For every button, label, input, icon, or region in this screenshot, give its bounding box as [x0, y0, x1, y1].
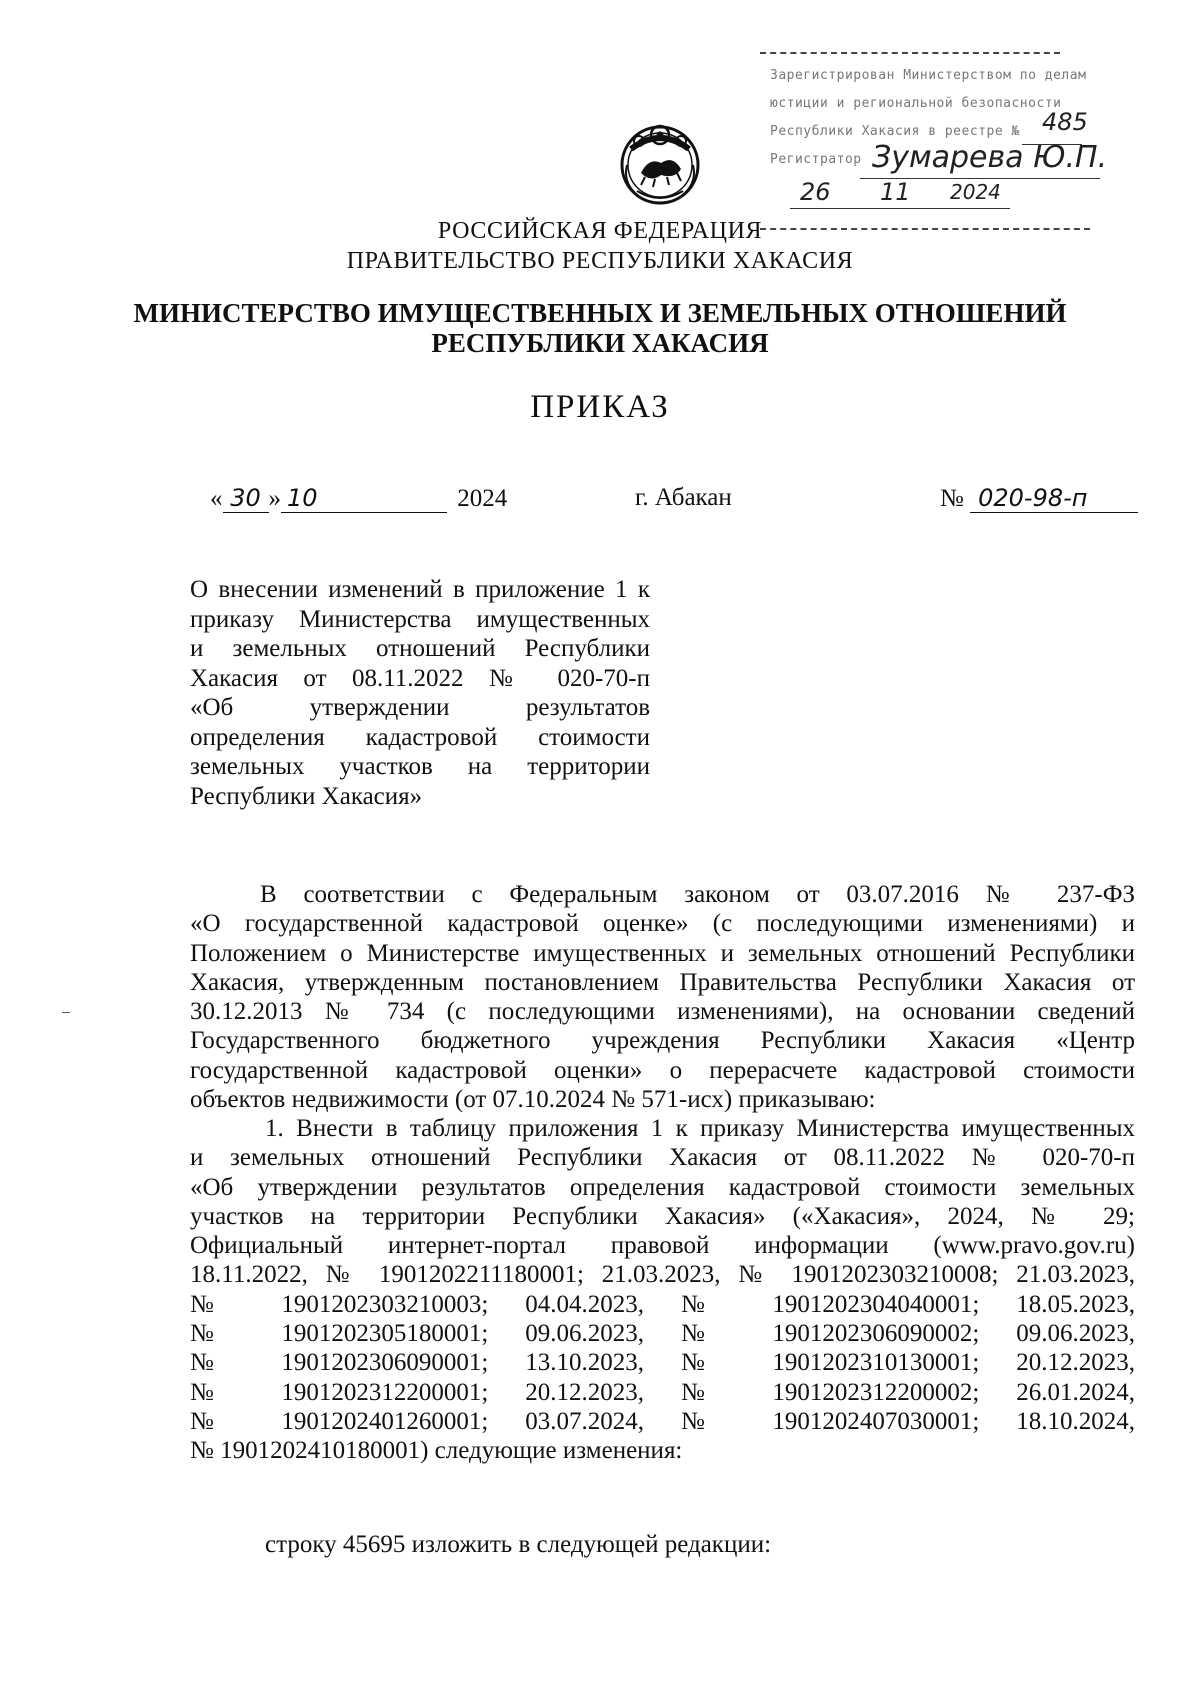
order-number-value: 020-98-п — [970, 484, 1138, 513]
stamp-line-3: Республики Хакасия в реестре № — [770, 124, 1020, 139]
paragraph-line: Положением о Министерстве имущественных и земельных отношений Республики — [190, 939, 1135, 967]
margin-mark — [62, 1012, 70, 1013]
item-1-paragraph — [190, 1114, 1135, 1466]
paragraph-line: № 1901202303210003; 04.04.2023, № 1901202304040001; 18.05.2023, — [190, 1290, 1135, 1318]
order-number-label: № — [940, 485, 964, 512]
stamp-line-4: Регистратор — [770, 152, 862, 167]
subject-line: Хакасия от 08.11.2022 № 020-70-п — [190, 664, 650, 692]
date-day: 30 — [223, 484, 269, 513]
paragraph-line: 18.11.2022, № 1901202211180001; 21.03.2023, № 1901202303210008; 21.03.2023, — [190, 1261, 1135, 1289]
paragraph-line: № 1901202312200001; 20.12.2023, № 1901202312200002; 26.01.2024, — [190, 1378, 1135, 1406]
stamp-line-1: Зарегистрирован Министерством по делам — [770, 68, 1087, 83]
paragraph-line: № 1901202401260001; 03.07.2024, № 1901202407030001; 18.10.2024, — [190, 1407, 1135, 1435]
paragraph-line: 30.12.2013 № 734 (с последующими изменениями), на основании сведений — [190, 998, 1135, 1026]
paragraph-line: и земельных отношений Республики Хакасия от 08.11.2022 № 020-70-п — [190, 1144, 1135, 1172]
date-open-quote: « — [210, 485, 223, 512]
stamp-line-2: юстиции и региональной безопасности — [770, 96, 1062, 111]
header-country: РОССИЙСКАЯ ФЕДЕРАЦИЯ — [437, 218, 763, 244]
stamp-date-day: 26 — [800, 178, 831, 206]
registration-stamp — [760, 48, 1108, 233]
paragraph-line: «Об утверждении результатов определения кадастровой стоимости земельных — [190, 1173, 1135, 1201]
subject-line: приказу Министерства имущественных — [190, 605, 650, 633]
preamble-paragraph — [190, 880, 1135, 1114]
stamp-reg-number: 485 — [1042, 108, 1088, 136]
subject-line: земельных участков на территории — [190, 753, 650, 780]
stamp-registrar-signature: Зумарева Ю.П. — [872, 140, 1108, 175]
subject-line: О внесении изменений в приложение 1 к — [190, 576, 650, 603]
change-instruction: строку 45695 изложить в следующей редакции: — [265, 1531, 772, 1558]
stamp-date-month: 11 — [880, 178, 911, 206]
paragraph-line: «О государственной кадастровой оценке» (с последующими изменениями) и — [190, 910, 1135, 938]
paragraph-line: № 1901202306090001; 13.10.2023, № 1901202310130001; 20.12.2023, — [190, 1349, 1135, 1377]
paragraph-line: Официальный интернет-портал правовой информации (www.pravo.gov.ru) — [190, 1232, 1135, 1260]
header-ministry-line-1: МИНИСТЕРСТВО ИМУЩЕСТВЕННЫХ И ЗЕМЕЛЬНЫХ ОТНОШЕНИЙ — [133, 298, 1067, 328]
date-year: 2024 — [457, 485, 508, 512]
order-number — [940, 484, 1138, 513]
order-city: г. Абакан — [635, 484, 732, 511]
subject-line: и земельных отношений Республики — [190, 635, 650, 662]
paragraph-line: 1. Внести в таблицу приложения 1 к приказу Министерства имущественных — [265, 1115, 1135, 1142]
date-month: 10 — [281, 484, 447, 513]
order-subject — [190, 575, 650, 811]
paragraph-line: Государственного бюджетного учреждения Республики Хакасия «Центр — [190, 1027, 1135, 1055]
paragraph-line: В соответствии с Федеральным законом от 03.07.2016 № 237-ФЗ — [260, 881, 1135, 908]
document-type: ПРИКАЗ — [530, 389, 670, 425]
paragraph-line: участков на территории Республики Хакасия» («Хакасия», 2024, № 29; — [190, 1202, 1135, 1230]
coat-of-arms-icon — [617, 113, 703, 213]
header-ministry-line-2: РЕСПУБЛИКИ ХАКАСИЯ — [431, 328, 769, 358]
order-date — [210, 484, 507, 513]
paragraph-line: № 1901202305180001; 09.06.2023, № 1901202306090002; 09.06.2023, — [190, 1320, 1135, 1348]
subject-line: Республики Хакасия» — [190, 782, 423, 810]
stamp-date-year: 2024 — [950, 180, 1001, 204]
paragraph-line: объектов недвижимости (от 07.10.2024 № 571-исх) приказываю: — [190, 1086, 876, 1114]
subject-line: «Об утверждении результатов — [190, 694, 650, 721]
paragraph-line: Хакасия, утвержденным постановлением Правительства Республики Хакасия от — [190, 968, 1135, 996]
paragraph-line: № 1901202410180001) следующие изменения: — [190, 1437, 683, 1465]
date-close-quote: » — [268, 485, 281, 512]
header-government: ПРАВИТЕЛЬСТВО РЕСПУБЛИКИ ХАКАСИЯ — [346, 248, 854, 274]
paragraph-line: государственной кадастровой оценки» о перерасчете кадастровой стоимости — [190, 1056, 1135, 1084]
subject-line: определения кадастровой стоимости — [190, 723, 650, 751]
